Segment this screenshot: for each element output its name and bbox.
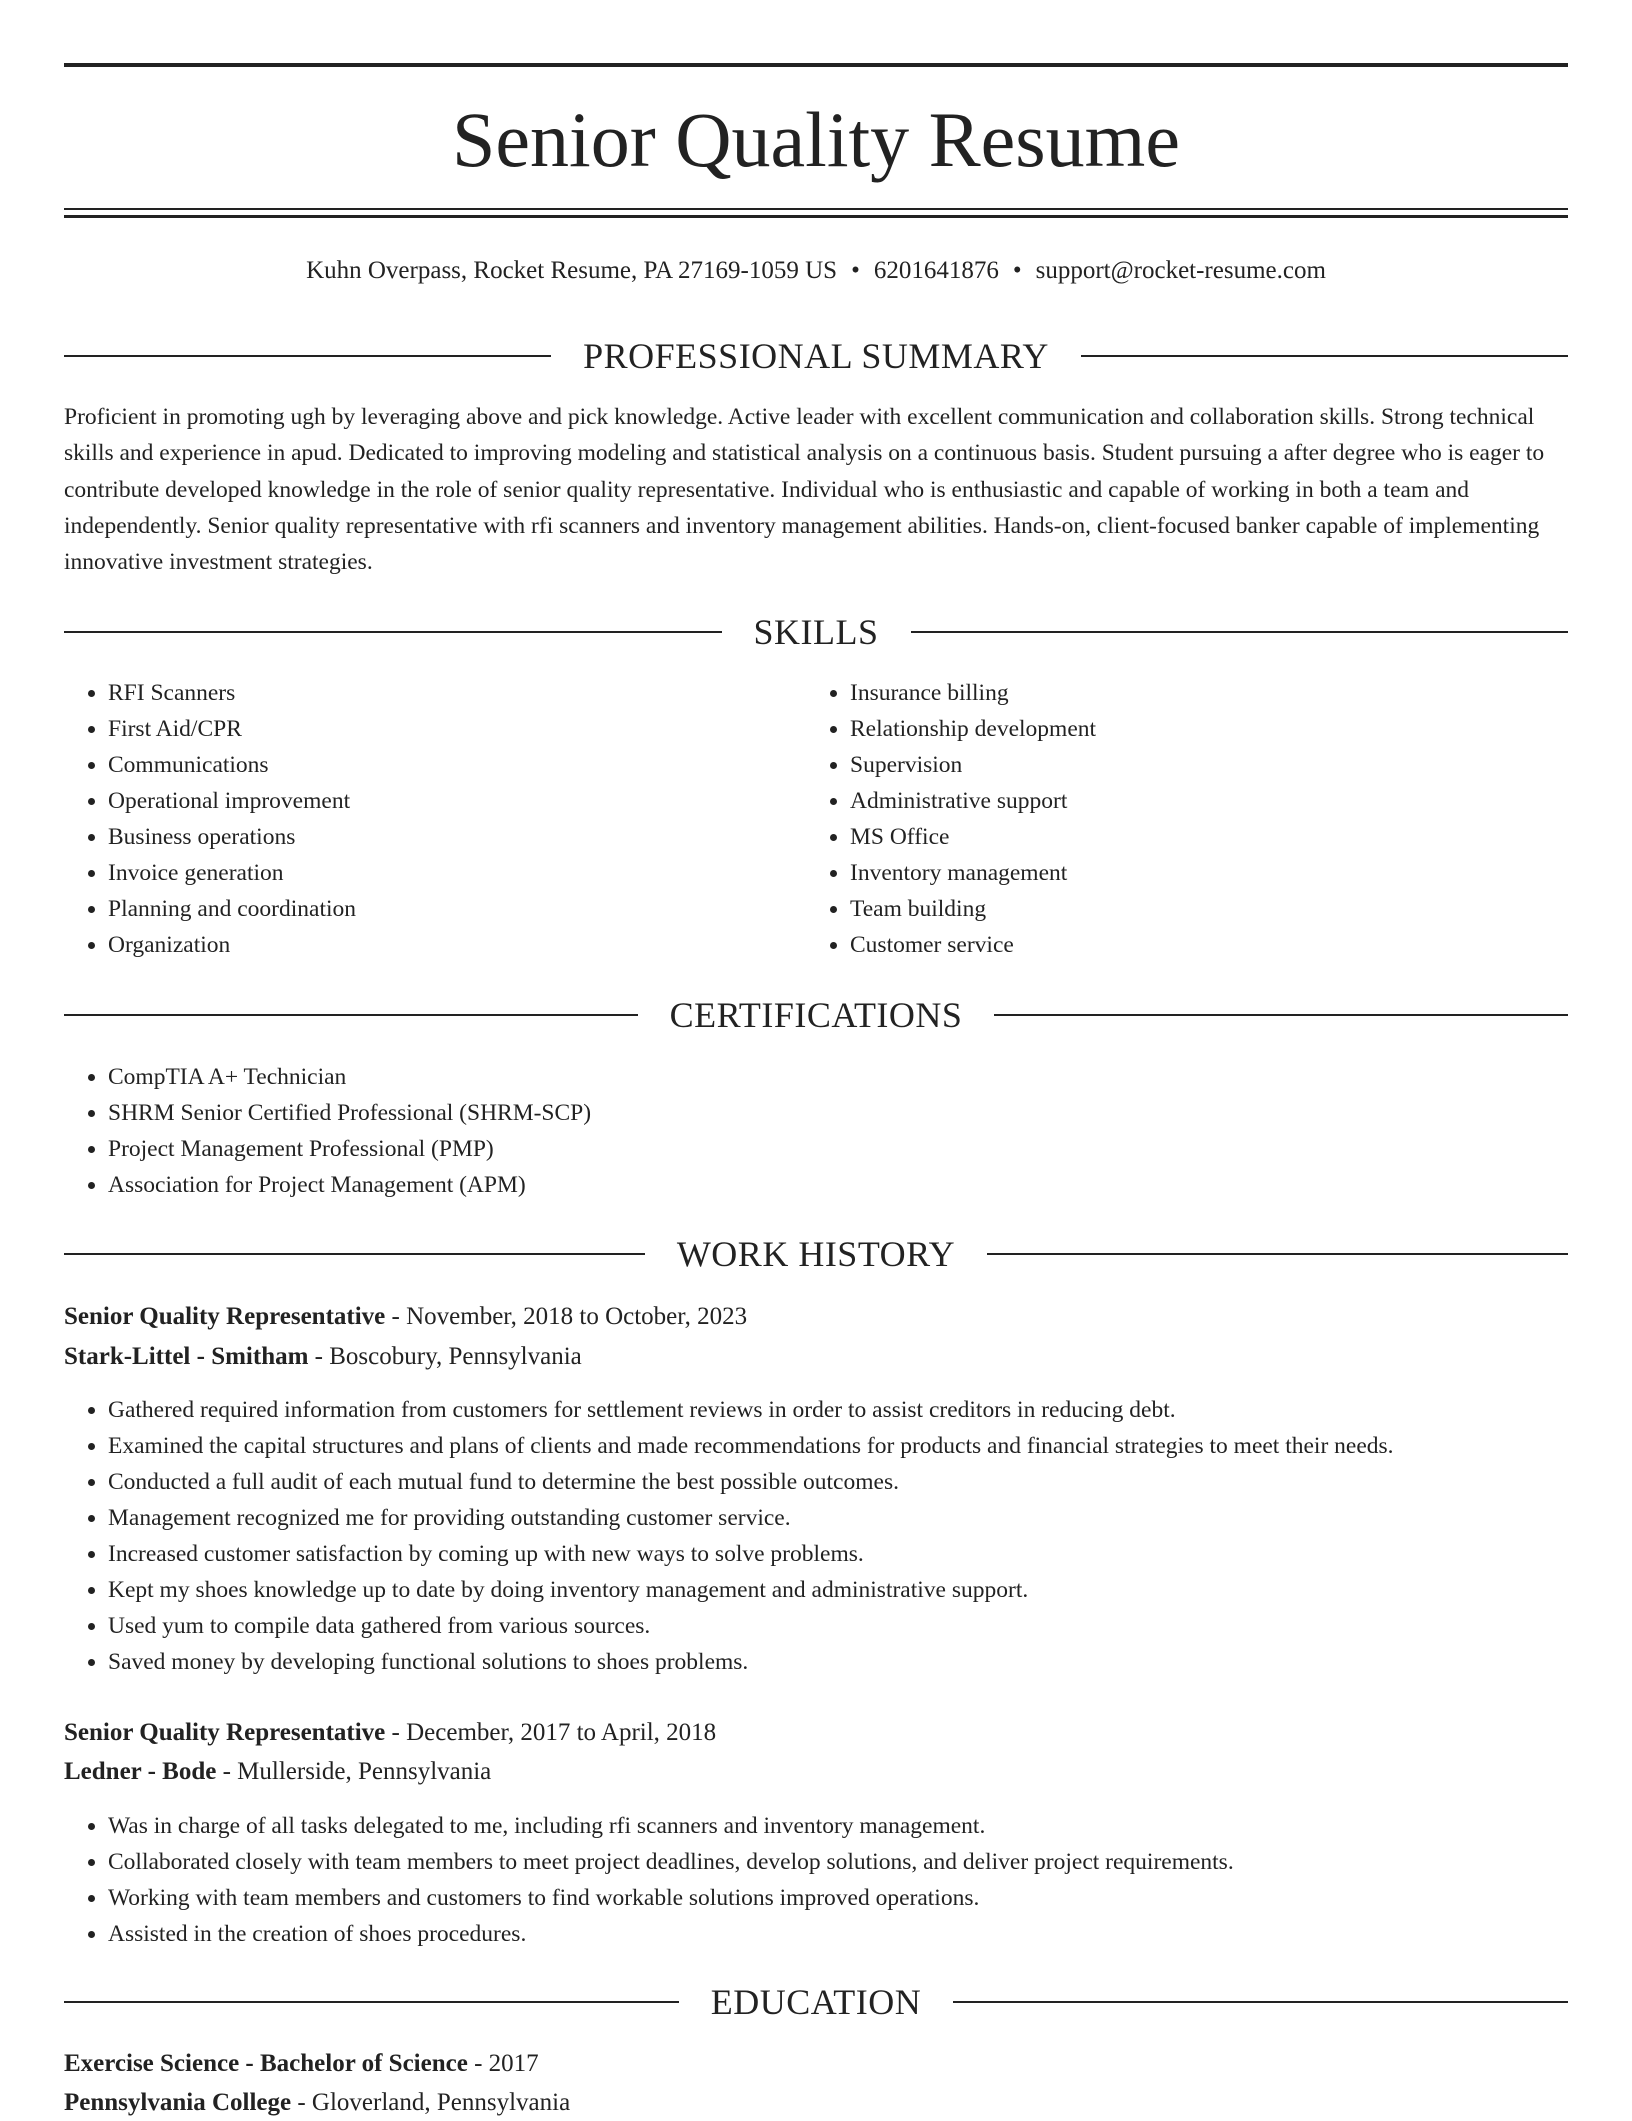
contact-address: Kuhn Overpass, Rocket Resume, PA 27169-1059 US bbox=[306, 257, 838, 284]
contact-email: support@rocket-resume.com bbox=[1035, 257, 1326, 284]
education-school-line: Pennsylvania College - Gloverland, Pennsylvania bbox=[64, 2089, 571, 2116]
skill-item: • Invoice generation bbox=[108, 855, 808, 891]
skills-list-right bbox=[806, 675, 1610, 963]
certification-item: • CompTIA A+ Technician bbox=[108, 1059, 1608, 1095]
job-bullet: • Gathered required information from customers for settlement reviews in order to assist creditors in reducing debt. bbox=[108, 1392, 1628, 1428]
job-title-line: Senior Quality Representative - November, 2018 to October, 2023 bbox=[64, 1303, 748, 1330]
heading-rule bbox=[911, 631, 1569, 633]
skill-item: • Business operations bbox=[108, 819, 808, 855]
skill-item: • MS Office bbox=[850, 819, 1610, 855]
skill-item: • Communications bbox=[108, 747, 808, 783]
certifications-list bbox=[64, 1059, 1608, 1203]
certification-item: • SHRM Senior Certified Professional (SHRM-SCP) bbox=[108, 1095, 1608, 1131]
job-company-line: Stark-Littel - Smitham - Boscobury, Pennsylvania bbox=[64, 1343, 582, 1370]
certification-item: • Project Management Professional (PMP) bbox=[108, 1131, 1608, 1167]
job-title: Senior Quality Representative bbox=[64, 1719, 386, 1746]
heading-rule bbox=[64, 2001, 679, 2003]
skill-item: • Relationship development bbox=[850, 711, 1610, 747]
heading-rule bbox=[64, 631, 722, 633]
skill-item: • Administrative support bbox=[850, 783, 1610, 819]
job-company: Ledner - Bode bbox=[64, 1758, 217, 1785]
heading-rule bbox=[1081, 355, 1568, 357]
certification-item: • Association for Project Management (APM) bbox=[108, 1167, 1608, 1203]
job-bullet: • Increased customer satisfaction by coming up with new ways to solve problems. bbox=[108, 1536, 1628, 1572]
skills-list-left bbox=[64, 675, 808, 963]
job-company-line: Ledner - Bode - Mullerside, Pennsylvania bbox=[64, 1758, 492, 1785]
job-bullet: • Assisted in the creation of shoes procedures. bbox=[108, 1916, 1628, 1952]
job-bullet: • Used yum to compile data gathered from various sources. bbox=[108, 1608, 1628, 1644]
job-title-line: Senior Quality Representative - December, 2017 to April, 2018 bbox=[64, 1719, 717, 1746]
section-heading-education bbox=[64, 1980, 1568, 2024]
skill-item: • Planning and coordination bbox=[108, 891, 808, 927]
contact-separator: • bbox=[851, 257, 860, 284]
job-bullet: • Management recognized me for providing outstanding customer service. bbox=[108, 1500, 1628, 1536]
heading-rule bbox=[994, 1014, 1568, 1016]
skill-item: • Operational improvement bbox=[108, 783, 808, 819]
contact-separator: • bbox=[1012, 257, 1022, 284]
education-year: 2017 bbox=[488, 2050, 539, 2077]
education-degree: Exercise Science - Bachelor of Science bbox=[64, 2050, 468, 2077]
education-school: Pennsylvania College bbox=[64, 2089, 292, 2116]
job-dates: November, 2018 to October, 2023 bbox=[406, 1303, 748, 1330]
job-bullet: • Conducted a full audit of each mutual fund to determine the best possible outcomes. bbox=[108, 1464, 1628, 1500]
section-title: SKILLS bbox=[753, 612, 879, 652]
section-title: CERTIFICATIONS bbox=[669, 995, 963, 1035]
heading-rule bbox=[64, 1014, 638, 1016]
contact-line bbox=[64, 254, 1568, 288]
skill-item: • Customer service bbox=[850, 927, 1610, 963]
heading-rule bbox=[64, 355, 551, 357]
title-double-rule bbox=[64, 208, 1568, 218]
job-bullet: • Examined the capital structures and plans of clients and made recommendations for products and financial strategies to meet their needs. bbox=[108, 1428, 1628, 1464]
job-company: Stark-Littel - Smitham bbox=[64, 1343, 309, 1370]
skill-item: • First Aid/CPR bbox=[108, 711, 808, 747]
skill-item: • Organization bbox=[108, 927, 808, 963]
skill-item: • Team building bbox=[850, 891, 1610, 927]
section-title: WORK HISTORY bbox=[676, 1234, 956, 1274]
skill-item: • Supervision bbox=[850, 747, 1610, 783]
heading-rule bbox=[953, 2001, 1568, 2003]
top-rule bbox=[64, 63, 1568, 67]
job-title: Senior Quality Representative bbox=[64, 1303, 386, 1330]
skill-item: • Insurance billing bbox=[850, 675, 1610, 711]
contact-phone: 6201641876 bbox=[873, 257, 999, 284]
section-heading-certifications bbox=[64, 993, 1568, 1037]
job-location: Boscobury, Pennsylvania bbox=[329, 1343, 582, 1370]
job-bullets bbox=[64, 1808, 1628, 1952]
job-dates: December, 2017 to April, 2018 bbox=[406, 1719, 717, 1746]
section-title: PROFESSIONAL SUMMARY bbox=[583, 336, 1049, 376]
education-degree-line: Exercise Science - Bachelor of Science - 2017 bbox=[64, 2050, 539, 2077]
summary-text: Proficient in promoting ugh by leveraging above and pick knowledge. Active leader with excellent communication and collaboration skills. Strong technical skills and experience in apud. Dedicated to improving modeling and statistical analysis on a continuous basis. Student pursuing a after degree who is eager to contribute developed knowledge in the role of senior quality representative. Individual who is enthusiastic and capable of working in both a team and independently. Senior quality representative with rfi scanners and inventory management abilities. Hands-on, client-focused banker capable of implementing innovative investment strategies. bbox=[64, 404, 1545, 576]
education-location: Gloverland, Pennsylvania bbox=[311, 2089, 571, 2116]
section-heading-skills bbox=[64, 610, 1568, 654]
heading-rule bbox=[64, 1253, 645, 1255]
heading-rule bbox=[987, 1253, 1568, 1255]
job-bullet: • Kept my shoes knowledge up to date by doing inventory management and administrative support. bbox=[108, 1572, 1628, 1608]
section-heading-summary bbox=[64, 334, 1568, 378]
job-bullet: • Collaborated closely with team members to meet project deadlines, develop solutions, and deliver project requirements. bbox=[108, 1844, 1628, 1880]
job-location: Mullerside, Pennsylvania bbox=[237, 1758, 492, 1785]
section-heading-work-history bbox=[64, 1232, 1568, 1276]
job-bullets bbox=[64, 1392, 1628, 1680]
job-bullet: • Was in charge of all tasks delegated to me, including rfi scanners and inventory management. bbox=[108, 1808, 1628, 1844]
skill-item: • Inventory management bbox=[850, 855, 1610, 891]
skill-item: • RFI Scanners bbox=[108, 675, 808, 711]
job-bullet: • Working with team members and customers to find workable solutions improved operations. bbox=[108, 1880, 1628, 1916]
section-title: EDUCATION bbox=[710, 1982, 922, 2022]
resume-title: Senior Quality Resume bbox=[452, 96, 1180, 183]
job-bullet: • Saved money by developing functional solutions to shoes problems. bbox=[108, 1644, 1628, 1680]
